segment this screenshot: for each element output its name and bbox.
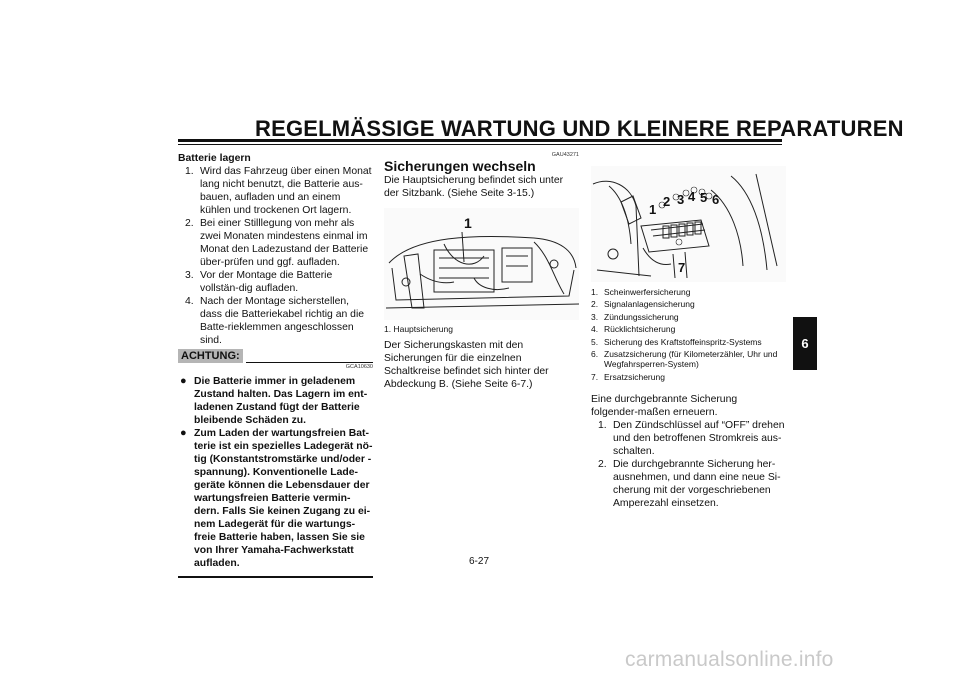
legend-number: 2. [591, 299, 599, 310]
step-number: 1. [598, 420, 607, 432]
callout-7: 7 [678, 260, 686, 275]
callout-3: 3 [677, 192, 685, 207]
bullet-icon: ● [180, 375, 187, 387]
caution-code: GCA10630 [345, 364, 373, 370]
page-number: 6-27 [469, 556, 490, 567]
legend-text: Sicherung des Kraftstoffeinspritz-Systems [604, 336, 762, 347]
list-item [591, 419, 786, 458]
list-item [178, 375, 373, 427]
battery-steps [178, 165, 373, 347]
step-text: Wird das Fahrzeug über einen Monat lang nicht benutzt, die Batterie aus-bauen, aufladen und an einem kühlen und trockenen Ort lagern. [200, 166, 372, 216]
legend-number: 3. [591, 311, 599, 322]
header-rule-thin [178, 144, 782, 145]
callout-2: 2 [663, 194, 671, 209]
callout-4: 4 [688, 189, 696, 204]
bullet-text: Zum Laden der wartungsfreien Bat-terie ist ein spezielles Ladegerät nö-tig (Konstantstromstärke und/oder -spannung). Konventionelle Lade-geräte können die Lebensdauer der wartungsfreien Batterie vermin-dern. Falls Sie keinen Zugang zu ei-nem Ladegerät für die wartungs-freie Batterie haben, lassen Sie sie von Ihrer Yamaha-Fachwerkstatt aufladen. [194, 428, 373, 569]
legend-text: Ersatzsicherung [604, 372, 665, 383]
legend-text: Signalanlagensicherung [604, 299, 695, 310]
main-fuse-photo [384, 208, 579, 320]
legend-text: Zündungssicherung [604, 311, 679, 322]
callout-6: 6 [712, 192, 720, 207]
legend-number: 7. [591, 372, 599, 383]
replace-intro: Eine durchgebrannte Sicherung folgender-maßen erneuern. [591, 394, 738, 419]
step-number: 3. [185, 270, 194, 281]
fusebox-illustration [591, 166, 781, 282]
step-number: 2. [185, 218, 194, 229]
callout-1: 1 [649, 202, 657, 217]
watermark: carmanualsonline.info [625, 648, 834, 671]
step-text: Den Zündschlüssel auf “OFF” drehen und den betroffenen Stromkreis aus-schalten. [613, 420, 785, 458]
list-item [178, 217, 373, 269]
legend-number: 4. [591, 324, 599, 335]
step-number: 2. [598, 459, 607, 471]
list-item [178, 427, 373, 570]
battery-heading: Batterie lagern [178, 153, 251, 164]
list-item [591, 458, 786, 510]
list-item [591, 286, 786, 298]
chapter-tab: 6 [793, 317, 817, 370]
callout-1: 1 [464, 215, 472, 231]
column-battery [178, 152, 373, 578]
column-fuses [384, 152, 579, 391]
header-rule [178, 139, 782, 142]
step-number: 4. [185, 296, 194, 307]
intro-text: Die Hauptsicherung befindet sich unter der Sitzbank. (Siehe Seite 3-15.) [384, 175, 564, 199]
list-item [591, 336, 786, 348]
list-item [178, 295, 373, 347]
legend-text: Scheinwerfersicherung [604, 287, 691, 297]
legend-text: Rücklichtsicherung [604, 324, 676, 335]
step-text: Die durchgebrannte Sicherung her-ausnehmen, und dann eine neue Si-cherung mit der vorgeschriebenen Amperezahl einsetzen. [613, 459, 781, 510]
column-fusebox [591, 152, 786, 510]
replace-steps [591, 419, 786, 510]
legend-number: 5. [591, 336, 599, 347]
page-title: REGELMÄSSIGE WARTUNG UND KLEINERE REPARATUREN [255, 116, 904, 141]
list-item [591, 349, 786, 369]
section-heading: Sicherungen wechseln [384, 158, 536, 174]
caution-bullets [178, 375, 373, 570]
main-fuse-illustration [384, 208, 579, 320]
list-item [178, 269, 373, 295]
step-number: 1. [185, 166, 194, 177]
step-text: Nach der Montage sicherstellen, dass die Batteriekabel richtig an die Batte-rieklemmen angeschlossen sind. [200, 296, 365, 346]
caution-rule [246, 362, 373, 363]
list-item [591, 311, 786, 323]
caution-label: ACHTUNG: [178, 349, 243, 363]
step-text: Bei einer Stilllegung von mehr als zwei Monaten mindestens einmal im Monat den Ladezustand der Batterie über-prüfen und ggf. aufladen. [200, 218, 369, 268]
legend-text: Zusatzsicherung (für Kilometerzähler, Uhr und Wegfahrsperren-System) [604, 349, 778, 370]
fusebox-location-text: Der Sicherungskasten mit den Sicherungen für die einzelnen Schaltkreise befindet sich hinter der Abdeckung B. (Siehe Seite 6-7.) [384, 340, 549, 390]
list-item [591, 323, 786, 335]
fusebox-photo [591, 166, 786, 282]
caution-end-rule [178, 576, 373, 578]
caution-header [178, 349, 373, 364]
list-item [178, 165, 373, 217]
legend-number: 6. [591, 349, 599, 360]
callout-5: 5 [700, 190, 708, 205]
photo-caption: 1. Hauptsicherung [384, 324, 453, 334]
list-item [591, 371, 786, 383]
bullet-text: Die Batterie immer in geladenem Zustand halten. Das Lagern im ent-ladenen Zustand fügt der Batterie bleibende Schäden zu. [194, 376, 368, 426]
bullet-icon: ● [180, 427, 187, 439]
legend-number: 1. [591, 287, 599, 297]
fuse-legend [591, 286, 786, 383]
step-text: Vor der Montage die Batterie vollstän-dig aufladen. [200, 270, 333, 294]
list-item [591, 298, 786, 310]
section-code: GAU43271 [551, 152, 579, 158]
